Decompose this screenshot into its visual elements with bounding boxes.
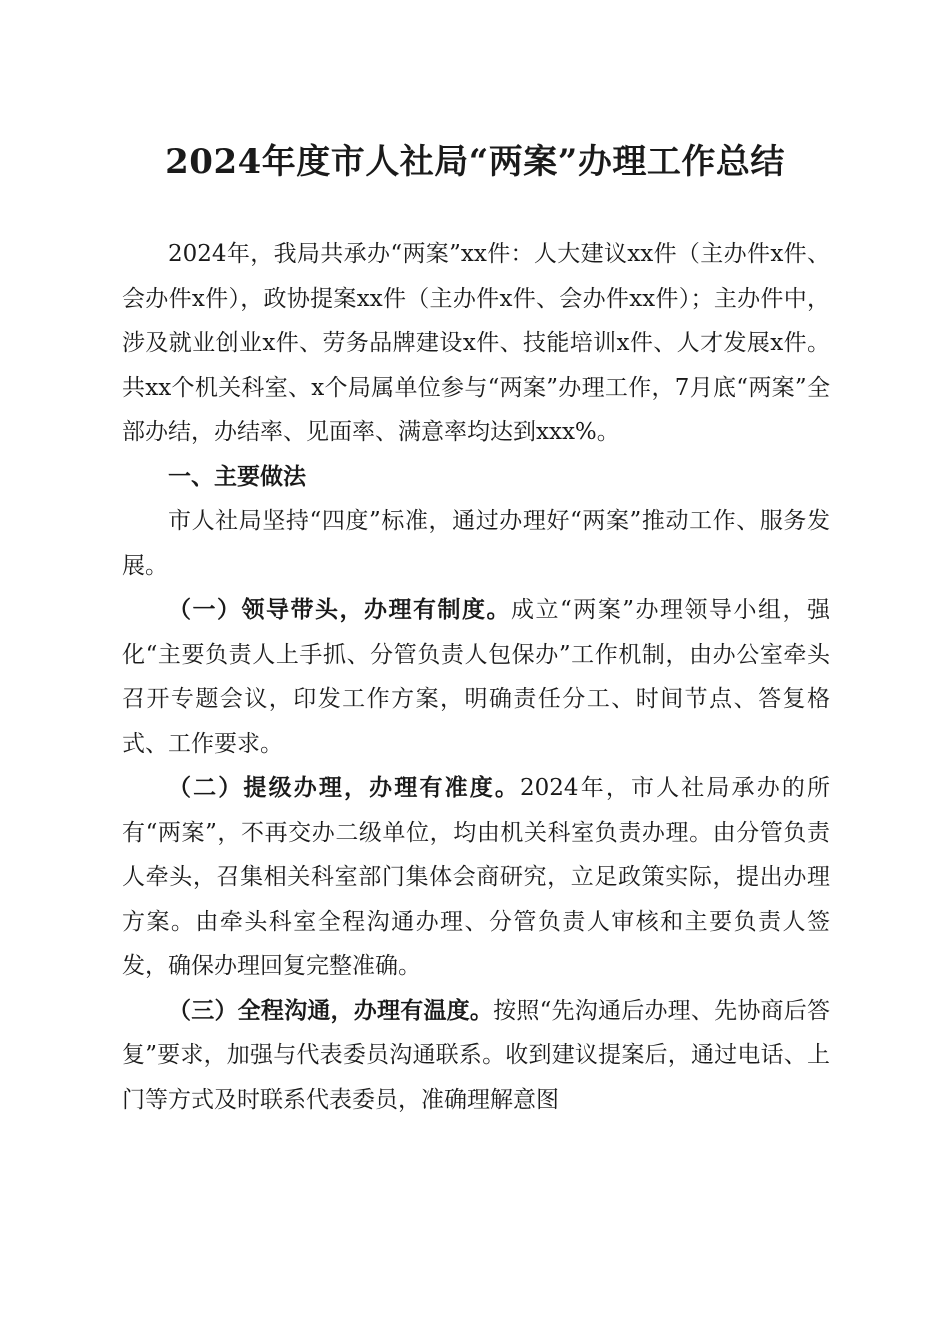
section-heading: 一、主要做法 xyxy=(168,462,306,490)
item-lead-1: （一）领导带头，办理有制度。 xyxy=(168,596,511,623)
section-intro-paragraph: 市人社局坚持“四度”标准，通过办理好“两案”推动工作、服务发展。 xyxy=(122,508,830,579)
item-text-3: 按照“先沟通后办理、先协商后答复”要求，加强与代表委员沟通联系。收到建议提案后，通过电话、上门等方式及时联系代表委员，准确理解意图 xyxy=(122,997,831,1113)
document-body xyxy=(122,232,830,1122)
item-text-1: 成立“两案”办理领导小组，强化“主要负责人上手抓、分管负责人包保办”工作机制，由办公室牵头召开专题会议，印发工作方案，明确责任分工、时间节点、答复格式、工作要求。 xyxy=(122,597,830,757)
item-paragraph-1 xyxy=(122,588,830,766)
intro-paragraph: 2024年，我局共承办“两案”xx件：人大建议xx件（主办件x件、会办件x件），政协提案xx件（主办件x件、会办件xx件）；主办件中，涉及就业创业x件、劳务品牌建设x件、技能培训x件、人才发展x件。共xx个机关科室、x个局属单位参与“两案”办理工作，7月底“两案”全部办结，办结率、见面率、满意率均达到xxx%。 xyxy=(122,241,830,445)
item-text-2: 2024年，市人社局承办的所有“两案”，不再交办二级单位，均由机关科室负责办理。由分管负责人牵头，召集相关科室部门集体会商研究，立足政策实际，提出办理方案。由牵头科室全程沟通办理、分管负责人审核和主要负责人签发，确保办理回复完整准确。 xyxy=(122,775,830,979)
item-paragraph-2 xyxy=(122,766,830,989)
item-paragraph-3 xyxy=(122,989,830,1123)
item-lead-3: （三）全程沟通，办理有温度。 xyxy=(168,996,494,1024)
item-lead-2: （二）提级办理，办理有准度。 xyxy=(168,774,521,801)
document-title: 2024年度市人社局“两案”办理工作总结 xyxy=(165,142,785,182)
